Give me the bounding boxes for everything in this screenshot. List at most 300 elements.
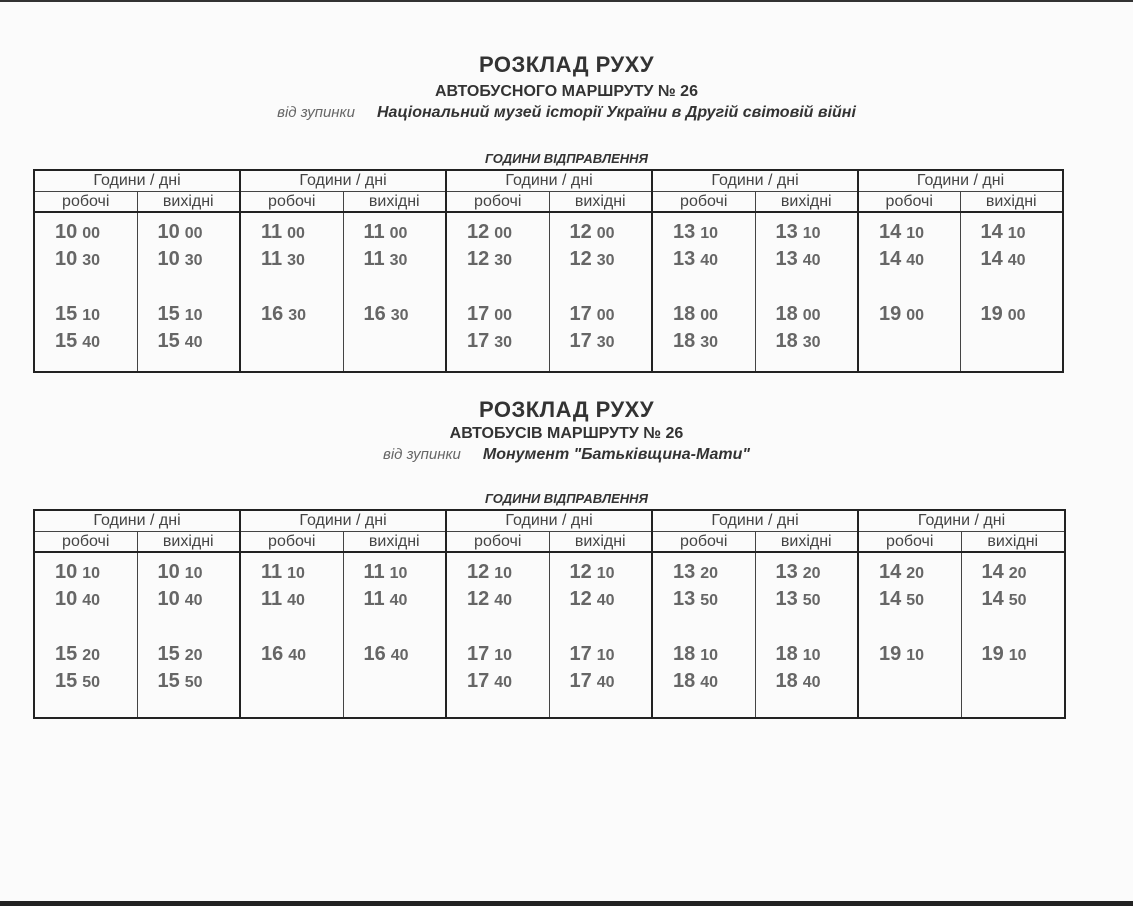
departure-time (364, 586, 446, 613)
times-list (550, 553, 652, 695)
departure-minute: 10 (596, 565, 615, 582)
departure-minute: 20 (1008, 565, 1027, 582)
group-header: Години / дні (240, 170, 446, 192)
times-cell (549, 552, 652, 718)
departure-hour: 11 (261, 221, 283, 243)
departure-time (158, 301, 240, 328)
departure-time (158, 246, 240, 273)
weekend-header: вихідні (343, 532, 446, 553)
departure-time (467, 559, 549, 586)
departure-hour: 15 (157, 670, 180, 692)
departure-hour: 11 (261, 248, 283, 270)
departure-hour: 15 (55, 303, 78, 325)
departure-minute: 10 (1007, 225, 1026, 242)
departures-label: ГОДИНИ ВІДПРАВЛЕННЯ (484, 151, 649, 166)
route-number: АВТОБУСІВ МАРШРУТУ № 26 (449, 425, 684, 442)
departure-minute: 10 (494, 565, 513, 582)
departure-time (776, 668, 858, 695)
departure-minute: 50 (700, 592, 719, 609)
times-list (961, 213, 1063, 328)
departure-minute: 40 (802, 674, 821, 691)
departure-time (570, 301, 652, 328)
times-list (35, 553, 137, 695)
times-list (241, 553, 343, 668)
departure-hour: 14 (879, 561, 902, 583)
times-cell (755, 212, 858, 372)
departure-hour: 17 (467, 670, 490, 692)
departure-time (673, 586, 755, 613)
departure-time (261, 246, 343, 273)
departure-minute: 00 (906, 307, 925, 324)
departure-time (261, 559, 343, 586)
departure-minute: 30 (700, 334, 719, 351)
departure-minute: 40 (390, 647, 409, 664)
times-cell (858, 552, 961, 718)
weekday-header: робочі (240, 192, 343, 213)
weekend-header: вихідні (137, 532, 240, 553)
stop-name: Монумент "Батьківщина-Мати" (482, 446, 750, 463)
departure-time (158, 559, 240, 586)
departure-hour: 12 (569, 588, 592, 610)
departure-minute: 10 (389, 565, 408, 582)
departure-hour: 11 (363, 221, 385, 243)
group-header: Години / дні (34, 510, 240, 532)
departure-time (776, 641, 858, 668)
departure-minute: 00 (700, 307, 719, 324)
departure-minute: 10 (802, 647, 821, 664)
weekday-header: робочі (34, 192, 137, 213)
times-cell (240, 212, 343, 372)
departure-time (364, 641, 446, 668)
departure-time (467, 219, 549, 246)
departure-minute: 10 (184, 565, 203, 582)
group-header: Години / дні (446, 510, 652, 532)
group-header: Години / дні (858, 510, 1065, 532)
departure-time (570, 559, 652, 586)
departure-time (673, 559, 755, 586)
departure-minute: 00 (389, 225, 408, 242)
weekend-header: вихідні (961, 532, 1065, 553)
departure-minute: 00 (596, 225, 615, 242)
stop-label: від зупинки (277, 104, 355, 121)
departure-minute: 50 (802, 592, 821, 609)
departure-minute: 30 (184, 252, 203, 269)
departure-minute: 10 (494, 647, 513, 664)
departure-minute: 40 (82, 334, 101, 351)
times-list (550, 213, 652, 355)
departure-minute: 30 (494, 252, 513, 269)
departure-time (364, 301, 446, 328)
times-cell (652, 212, 755, 372)
departure-minute: 40 (494, 592, 513, 609)
departure-minute: 10 (1008, 647, 1027, 664)
departure-hour: 17 (467, 330, 490, 352)
weekend-header: вихідні (549, 192, 652, 213)
times-list (859, 213, 960, 328)
departure-time (981, 246, 1063, 273)
departure-hour: 13 (775, 221, 798, 243)
departure-hour: 18 (775, 670, 798, 692)
times-list (653, 213, 755, 355)
departure-time (364, 219, 446, 246)
group-header: Години / дні (858, 170, 1063, 192)
departure-hour: 10 (55, 221, 78, 243)
departure-hour: 11 (363, 588, 385, 610)
departure-hour: 12 (467, 588, 490, 610)
departure-hour: 17 (569, 670, 592, 692)
departure-hour: 12 (467, 561, 490, 583)
stop-name: Національний музей історії України в Другій світовій війні (376, 104, 856, 121)
departure-time (673, 641, 755, 668)
times-cell (960, 212, 1063, 372)
departure-minute: 50 (906, 592, 925, 609)
departure-hour: 12 (569, 561, 592, 583)
departure-time (981, 301, 1063, 328)
departure-time (55, 559, 137, 586)
departure-hour: 16 (363, 643, 386, 665)
day-type-row (34, 192, 1063, 213)
departure-time (261, 219, 343, 246)
departure-hour: 15 (55, 670, 78, 692)
departure-minute: 20 (82, 647, 101, 664)
departure-hour: 13 (673, 221, 696, 243)
weekday-header: робочі (240, 532, 343, 553)
times-list (447, 213, 549, 355)
departure-time (673, 246, 755, 273)
weekend-header: вихідні (137, 192, 240, 213)
times-row (34, 212, 1063, 372)
departure-time (776, 219, 858, 246)
departure-minute: 40 (389, 592, 408, 609)
times-cell (858, 212, 960, 372)
departure-hour: 15 (55, 330, 78, 352)
departure-time (55, 328, 137, 355)
weekday-header: робочі (858, 532, 961, 553)
departure-hour: 19 (980, 303, 1003, 325)
departure-minute: 50 (1008, 592, 1027, 609)
departure-hour: 15 (157, 643, 180, 665)
departure-time (776, 586, 858, 613)
departure-hour: 16 (261, 303, 284, 325)
stop-line (0, 104, 1133, 122)
departure-hour: 10 (157, 221, 180, 243)
times-cell (652, 552, 755, 718)
departure-minute: 40 (906, 252, 925, 269)
weekend-header: вихідні (549, 532, 652, 553)
weekday-header: робочі (446, 192, 549, 213)
departure-hour: 13 (775, 561, 798, 583)
departure-time (570, 641, 652, 668)
departure-minute: 00 (802, 307, 821, 324)
weekday-header: робочі (446, 532, 549, 553)
departures-label: ГОДИНИ ВІДПРАВЛЕННЯ (484, 491, 649, 506)
times-list (35, 213, 137, 355)
departure-hour: 19 (879, 303, 902, 325)
departure-minute: 40 (288, 647, 307, 664)
departure-time (879, 219, 960, 246)
departure-time (879, 641, 961, 668)
weekend-header: вихідні (755, 532, 858, 553)
departure-minute: 30 (82, 252, 101, 269)
departure-hour: 15 (157, 330, 180, 352)
times-cell (137, 212, 240, 372)
times-list (756, 553, 858, 695)
weekday-header: робочі (858, 192, 960, 213)
departure-hour: 19 (879, 643, 902, 665)
group-header: Години / дні (34, 170, 240, 192)
times-cell (34, 552, 137, 718)
times-cell (755, 552, 858, 718)
times-cell (549, 212, 652, 372)
departure-minute: 00 (184, 225, 203, 242)
departure-time (467, 246, 549, 273)
departure-minute: 40 (700, 252, 719, 269)
times-row (34, 552, 1065, 718)
departure-time (158, 641, 240, 668)
departure-time (673, 301, 755, 328)
departure-hour: 18 (775, 330, 798, 352)
times-list (962, 553, 1065, 668)
departure-hour: 18 (673, 330, 696, 352)
departure-minute: 40 (1007, 252, 1026, 269)
departure-hour: 14 (879, 248, 902, 270)
weekday-header: робочі (652, 192, 755, 213)
departure-minute: 10 (700, 647, 719, 664)
timetable (33, 169, 1064, 373)
departure-minute: 10 (596, 647, 615, 664)
times-list (653, 553, 755, 695)
departure-time (673, 328, 755, 355)
departure-hour: 10 (55, 248, 78, 270)
departure-hour: 10 (55, 588, 78, 610)
departure-time (570, 328, 652, 355)
group-header: Години / дні (240, 510, 446, 532)
departure-minute: 10 (287, 565, 305, 582)
departure-time (570, 586, 652, 613)
departure-minute: 40 (700, 674, 719, 691)
departure-time (261, 586, 343, 613)
departure-minute: 20 (184, 647, 203, 664)
timetable (33, 509, 1066, 719)
schedule-title: РОЗКЛАД РУХУ (478, 397, 655, 422)
departure-time (467, 328, 549, 355)
departure-time (158, 586, 240, 613)
group-header: Години / дні (652, 510, 858, 532)
departure-minute: 40 (596, 592, 615, 609)
departure-minute: 30 (389, 252, 408, 269)
departure-time (982, 559, 1065, 586)
departure-hour: 13 (673, 248, 696, 270)
departure-minute: 30 (288, 307, 307, 324)
departure-time (673, 219, 755, 246)
departure-minute: 50 (184, 674, 203, 691)
departure-minute: 40 (184, 592, 203, 609)
departure-time (55, 668, 137, 695)
departure-hour: 10 (157, 588, 180, 610)
times-list (756, 213, 858, 355)
departure-hour: 18 (673, 643, 696, 665)
departure-time (55, 246, 137, 273)
departure-time (55, 641, 137, 668)
departure-hour: 16 (261, 643, 284, 665)
group-header: Години / дні (652, 170, 858, 192)
departure-time (776, 301, 858, 328)
departure-time (879, 301, 960, 328)
departure-minute: 20 (802, 565, 821, 582)
times-list (138, 553, 240, 695)
departure-time (55, 301, 137, 328)
departure-minute: 30 (596, 252, 615, 269)
schedule-title: РОЗКЛАД РУХУ (478, 52, 655, 77)
departure-hour: 11 (363, 561, 385, 583)
departure-time (364, 246, 446, 273)
departure-hour: 18 (775, 643, 798, 665)
departure-minute: 00 (1007, 307, 1026, 324)
departure-minute: 00 (287, 225, 305, 242)
departure-time (364, 559, 446, 586)
departure-hour: 14 (879, 221, 902, 243)
departure-minute: 40 (596, 674, 615, 691)
departure-minute: 10 (82, 307, 101, 324)
departure-minute: 00 (494, 307, 513, 324)
stop-line (0, 446, 1133, 464)
departure-time (467, 301, 549, 328)
day-type-row (34, 532, 1065, 553)
times-cell (240, 552, 343, 718)
departure-hour: 15 (55, 643, 78, 665)
departure-minute: 00 (596, 307, 615, 324)
departure-hour: 17 (569, 643, 592, 665)
departure-hour: 10 (157, 248, 180, 270)
departure-time (879, 559, 961, 586)
departure-hour: 10 (55, 561, 78, 583)
departure-hour: 11 (363, 248, 385, 270)
weekend-header: вихідні (755, 192, 858, 213)
departure-minute: 30 (596, 334, 615, 351)
departure-time (55, 586, 137, 613)
departure-time (879, 586, 961, 613)
times-cell (137, 552, 240, 718)
departure-minute: 40 (802, 252, 821, 269)
departure-time (981, 219, 1063, 246)
departure-time (776, 328, 858, 355)
departure-minute: 20 (906, 565, 925, 582)
departure-hour: 14 (981, 561, 1004, 583)
times-cell (961, 552, 1065, 718)
departure-hour: 13 (775, 588, 798, 610)
departure-hour: 13 (673, 561, 696, 583)
route-number: АВТОБУСНОГО МАРШРУТУ № 26 (435, 83, 698, 100)
departure-time (261, 641, 343, 668)
departure-hour: 17 (467, 643, 490, 665)
scan-edge-bottom (0, 901, 1133, 906)
departure-hour: 12 (467, 221, 490, 243)
departure-hour: 11 (261, 588, 283, 610)
times-list (241, 213, 343, 328)
departure-minute: 40 (82, 592, 101, 609)
departure-hour: 19 (981, 643, 1004, 665)
times-cell (343, 212, 446, 372)
departure-hour: 12 (569, 248, 592, 270)
stop-label: від зупинки (383, 446, 461, 463)
departure-minute: 10 (700, 225, 719, 242)
departure-hour: 17 (569, 303, 592, 325)
scan-edge-top (0, 0, 1133, 2)
departure-minute: 30 (802, 334, 821, 351)
departure-time (570, 668, 652, 695)
departure-hour: 12 (467, 248, 490, 270)
departure-time (55, 219, 137, 246)
departure-time (570, 246, 652, 273)
departure-hour: 18 (673, 303, 696, 325)
departure-time (158, 328, 240, 355)
times-cell (446, 552, 549, 718)
departure-time (673, 668, 755, 695)
departure-minute: 10 (184, 307, 203, 324)
departure-minute: 20 (700, 565, 719, 582)
departure-minute: 00 (494, 225, 513, 242)
group-header-row (34, 510, 1065, 532)
departure-minute: 40 (287, 592, 305, 609)
times-list (859, 553, 961, 668)
times-cell (34, 212, 137, 372)
group-header-row (34, 170, 1063, 192)
departure-hour: 14 (981, 588, 1004, 610)
times-list (344, 213, 446, 328)
departure-hour: 13 (673, 588, 696, 610)
departure-hour: 15 (157, 303, 180, 325)
departure-time (261, 301, 343, 328)
departure-minute: 00 (82, 225, 101, 242)
departure-time (776, 559, 858, 586)
departure-hour: 14 (980, 248, 1003, 270)
departure-minute: 30 (494, 334, 513, 351)
weekend-header: вихідні (343, 192, 446, 213)
departure-minute: 10 (82, 565, 101, 582)
times-list (138, 213, 240, 355)
group-header: Години / дні (446, 170, 652, 192)
weekend-header: вихідні (960, 192, 1063, 213)
departure-time (570, 219, 652, 246)
departure-hour: 14 (879, 588, 902, 610)
departure-time (467, 641, 549, 668)
departure-time (982, 586, 1065, 613)
departure-hour: 17 (569, 330, 592, 352)
weekday-header: робочі (34, 532, 137, 553)
departure-minute: 10 (906, 647, 925, 664)
departure-time (158, 668, 240, 695)
weekday-header: робочі (652, 532, 755, 553)
departure-time (776, 246, 858, 273)
departure-hour: 16 (363, 303, 386, 325)
times-cell (446, 212, 549, 372)
departure-time (158, 219, 240, 246)
departure-minute: 50 (82, 674, 101, 691)
departure-hour: 18 (673, 670, 696, 692)
departure-minute: 30 (287, 252, 305, 269)
departure-time (879, 246, 960, 273)
times-list (447, 553, 549, 695)
departure-minute: 10 (802, 225, 821, 242)
departure-hour: 14 (980, 221, 1003, 243)
departure-hour: 11 (261, 561, 283, 583)
departure-minute: 40 (494, 674, 513, 691)
departure-minute: 10 (906, 225, 925, 242)
departure-time (467, 586, 549, 613)
departure-hour: 12 (569, 221, 592, 243)
times-cell (343, 552, 446, 718)
departure-minute: 40 (184, 334, 203, 351)
